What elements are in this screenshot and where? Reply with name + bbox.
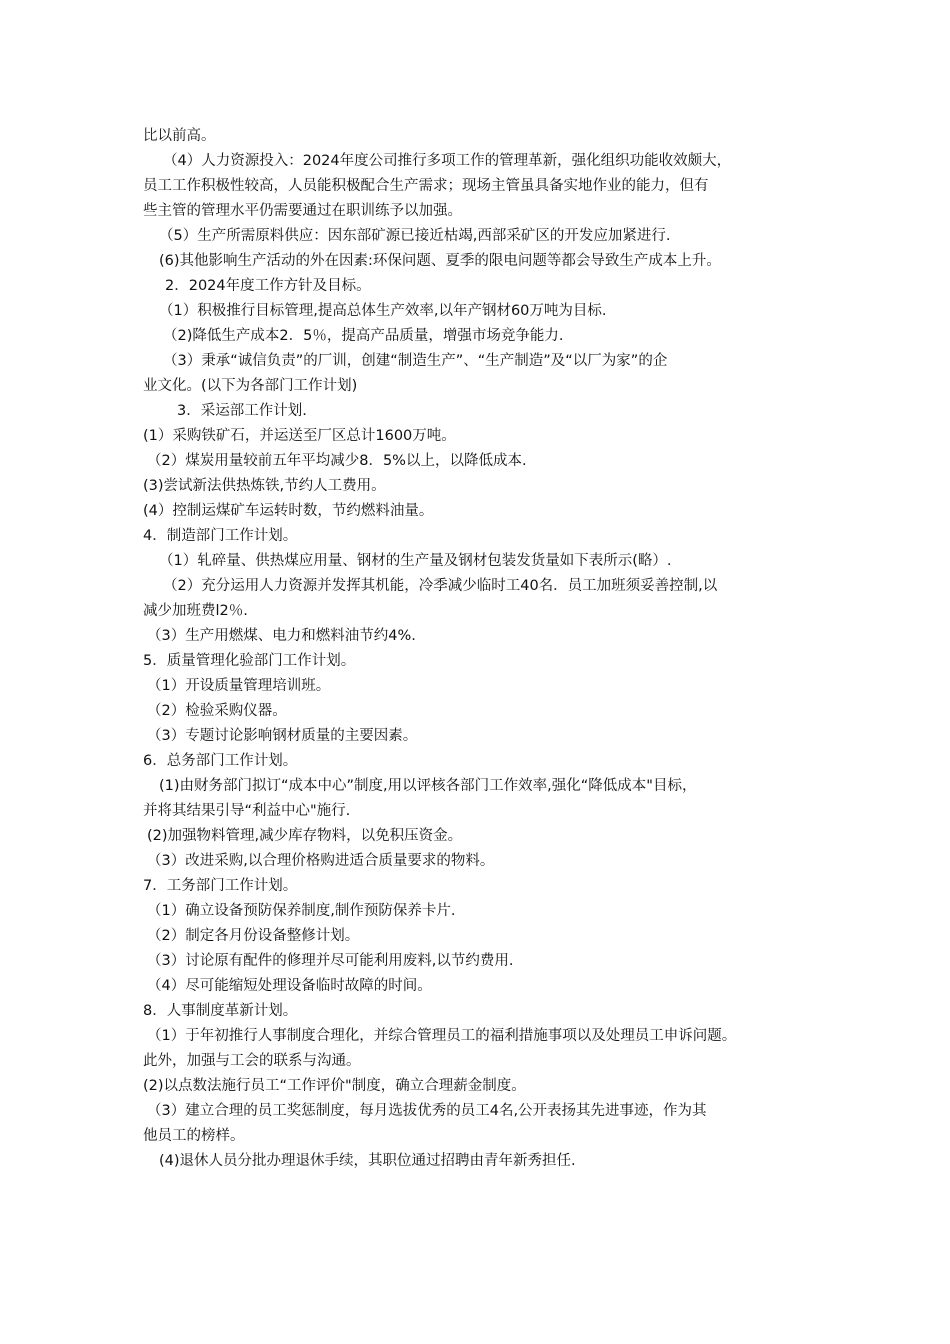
section-heading: 7．工务部门工作计划。 bbox=[143, 878, 298, 894]
list-item: （3）建立合理的员工奖惩制度，每月选拔优秀的员工4名,公开表扬其先进事迹，作为其 bbox=[147, 1103, 707, 1119]
list-item: （2）制定各月份设备整修计划。 bbox=[147, 928, 360, 944]
section-heading: 3．采运部工作计划. bbox=[177, 403, 307, 419]
paragraph-line: （1）积极推行目标管理,提高总体生产效率,以年产钢材60万吨为目标. bbox=[159, 303, 607, 319]
list-item: （2）检验采购仪器。 bbox=[147, 703, 287, 719]
list-item: （3）讨论原有配件的修理并尽可能利用废料,以节约费用. bbox=[147, 953, 514, 969]
section-heading: 4．制造部门工作计划。 bbox=[143, 528, 298, 544]
paragraph-line: （2)降低生产成本2．5％，提高产品质量，增强市场竞争能力. bbox=[163, 328, 564, 344]
list-item: （2）充分运用人力资源并发挥其机能，冷季减少临时工40名．员工加班须妥善控制,以 bbox=[163, 578, 718, 594]
paragraph-line: （5）生产所需原料供应：因东部矿源已接近枯竭,西部采矿区的开发应加紧进行. bbox=[159, 228, 671, 244]
list-item: (2)以点数法施行员工“工作评价"制度，确立合理薪金制度。 bbox=[143, 1078, 526, 1094]
paragraph-line: 他员工的榜样。 bbox=[143, 1128, 245, 1144]
section-heading: 5．质量管理化验部门工作计划。 bbox=[143, 653, 356, 669]
list-item: （4）尽可能缩短处理设备临时故障的时间。 bbox=[147, 978, 432, 994]
paragraph-line: 减少加班费l2％. bbox=[143, 603, 248, 619]
list-item: （1）开设质量管理培训班。 bbox=[147, 678, 331, 694]
paragraph-line: (6)其他影响生产活动的外在因素:环保问题、夏季的限电问题等都会导致生产成本上升。 bbox=[159, 253, 721, 269]
section-heading: 6．总务部门工作计划。 bbox=[143, 753, 298, 769]
section-heading: 2．2024年度工作方针及目标。 bbox=[165, 278, 371, 294]
list-item: (3)尝试新法供热炼铁,节约人工费用。 bbox=[143, 478, 386, 494]
paragraph-line: 比以前高。 bbox=[143, 128, 216, 144]
list-item: （2）煤炭用量较前五年平均减少8．5%以上，以降低成本. bbox=[147, 453, 527, 469]
paragraph-line: 些主管的管理水平仍需要通过在职训练予以加强。 bbox=[143, 203, 462, 219]
list-item: （1）于年初推行人事制度合理化，并综合管理员工的福利措施事项以及处理员工申诉问题。 bbox=[147, 1028, 737, 1044]
section-heading: 8．人事制度革新计划。 bbox=[143, 1003, 298, 1019]
paragraph-line: （4）人力资源投入：2024年度公司推行多项工作的管理革新，强化组织功能收效颇大， bbox=[163, 153, 732, 169]
list-item: （1）轧碎量、供热煤应用量、钢材的生产量及钢材包装发货量如下表所示(略）. bbox=[159, 553, 672, 569]
list-item: （3）专题讨论影响钢材质量的主要因素。 bbox=[147, 728, 418, 744]
paragraph-line: 并将其结果引导“利益中心"施行. bbox=[143, 803, 351, 819]
list-item: (4）控制运煤矿车运转时数，节约燃料油量。 bbox=[143, 503, 434, 519]
paragraph-line: （3）秉承“诚信负责”的厂训，创建“制造生产”、“生产制造”及“以厂为家”的企 bbox=[163, 353, 668, 369]
list-item: (2)加强物料管理,减少库存物料，以免积压资金。 bbox=[147, 828, 463, 844]
list-item: (1)由财务部门拟订“成本中心”制度,用以评核各部门工作效率,强化“降低成本"目标， bbox=[159, 778, 697, 794]
list-item: (1）采购铁矿石，并运送至厂区总计1600万吨。 bbox=[143, 428, 456, 444]
list-item: （3）改进采购,以合理价格购进适合质量要求的物料。 bbox=[147, 853, 495, 869]
paragraph-line: 此外，加强与工会的联系与沟通。 bbox=[143, 1053, 361, 1069]
paragraph-line: 业文化。(以下为各部门工作计划) bbox=[143, 378, 358, 394]
list-item: (4)退休人员分批办理退休手续，其职位通过招聘由青年新秀担任. bbox=[159, 1153, 576, 1169]
list-item: （3）生产用燃煤、电力和燃料油节约4%. bbox=[147, 628, 416, 644]
paragraph-line: 员工工作积极性较高，人员能积极配合生产需求；现场主管虽具备实地作业的能力，但有 bbox=[143, 178, 709, 194]
list-item: （1）确立设备预防保养制度,制作预防保养卡片. bbox=[147, 903, 456, 919]
document-body bbox=[143, 124, 833, 1174]
